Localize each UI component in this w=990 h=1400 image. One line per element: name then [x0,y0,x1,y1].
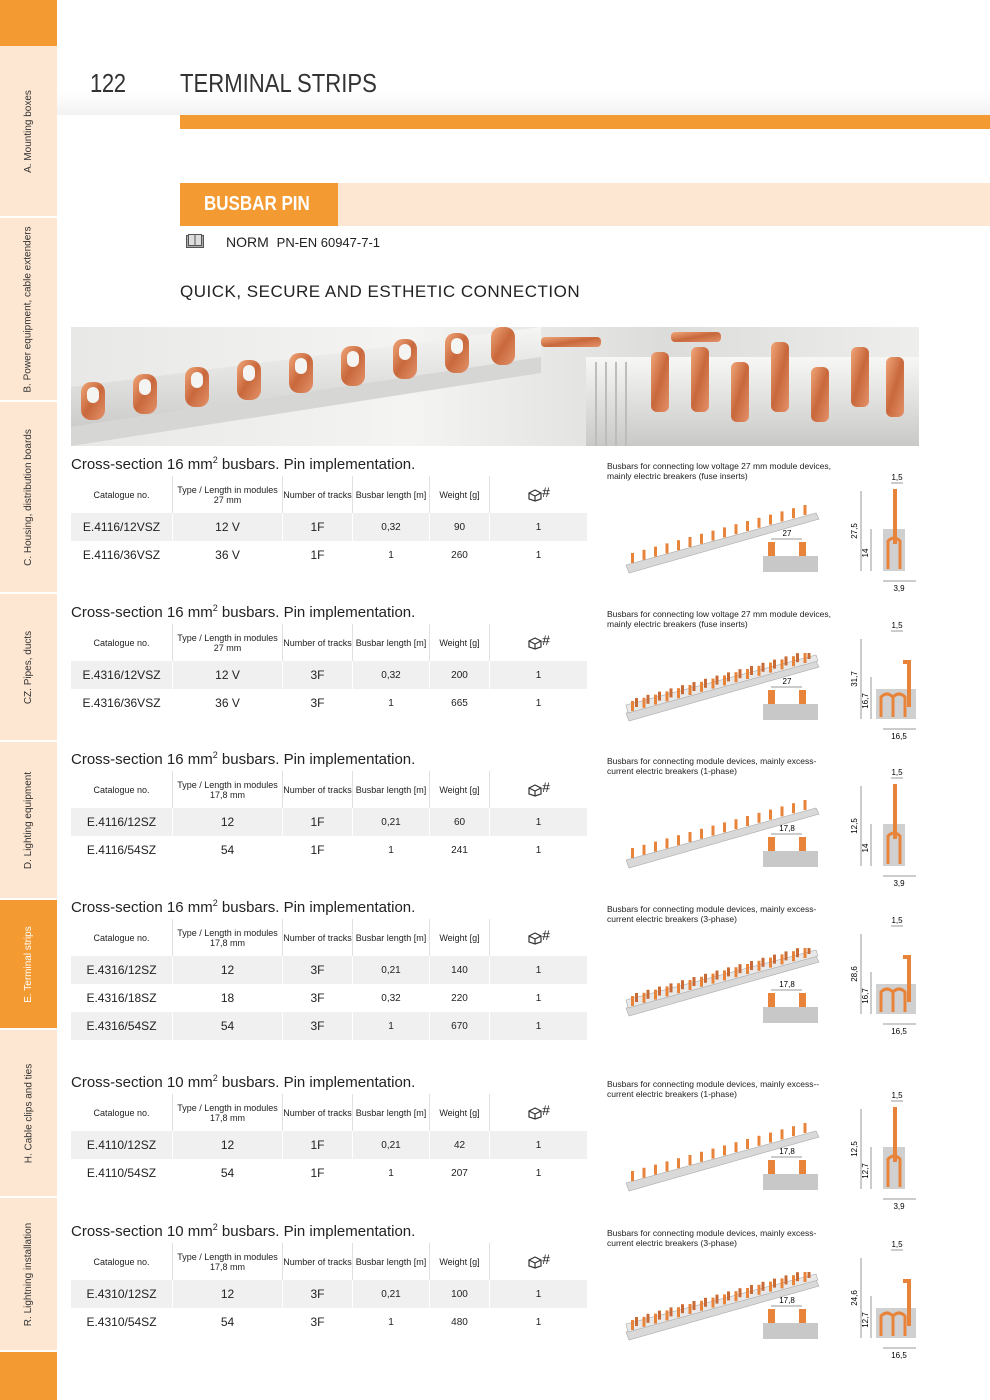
dimension-drawing [841,764,931,894]
weight: 670 [430,1012,490,1040]
sidebar-bottom-cap [0,1352,57,1400]
dim-top-width: 1,5 [891,1091,903,1100]
table-row [71,541,588,569]
pitch-diagram [763,1294,823,1339]
norm-label: NORM [226,234,269,250]
section-band [338,183,990,226]
package-icon [528,1256,542,1269]
norm-row [226,234,380,250]
dimension-drawing [841,617,931,747]
product-block [71,455,990,593]
busbar-description: Busbars for connecting module devices, mainly excess--current electric breakers (1-phase) [607,1079,820,1099]
dim-total-height: 12,5 [850,818,859,834]
dim-base-width: 3,9 [893,879,905,888]
busbar-length: 0,32 [353,661,430,689]
package-header [490,771,588,808]
sidebar-tab-cable-clips[interactable] [0,1030,57,1198]
table-row [71,1012,588,1040]
type-length: 12 [173,956,283,984]
table-row [71,1131,588,1159]
number-of-tracks: 3F [283,689,353,717]
busbar-length: 0,21 [353,1131,430,1159]
product-table [71,476,588,569]
tracks-header: Number of tracks [283,1094,353,1131]
busbar-length: 0,32 [353,513,430,541]
table-row [71,808,588,836]
number-of-tracks: 1F [283,836,353,864]
page-number: 122 [90,68,126,98]
product-table [71,771,588,864]
catalogue-header: Catalogue no. [71,1094,173,1131]
table-row [71,661,588,689]
table-row [71,836,588,864]
sidebar-top-cap [0,0,57,46]
section-title-tag [180,183,338,226]
table-row [71,956,588,984]
package-header [490,476,588,513]
busbar-length: 0,21 [353,1280,430,1308]
busbar-description: Busbars for connecting module devices, mainly excess-current electric breakers (3-phase) [607,904,817,924]
weight: 200 [430,661,490,689]
busbar-length: 0,21 [353,956,430,984]
weight: 42 [430,1131,490,1159]
number-of-tracks: 3F [283,1280,353,1308]
type-length: 36 V [173,689,283,717]
weight: 665 [430,689,490,717]
number-of-tracks: 3F [283,1012,353,1040]
package-header [490,624,588,661]
pitch-diagram [763,1145,823,1190]
number-of-tracks: 3F [283,984,353,1012]
pitch-label: 27 [782,529,792,538]
type-length-header: Type / Length in modules 17,8 mm [173,919,283,956]
weight: 100 [430,1280,490,1308]
dim-base-width: 16,5 [891,732,907,741]
section-title: BUSBAR PIN [204,193,310,215]
product-table [71,1094,588,1187]
busbar-length-header: Busbar length [m] [353,624,430,661]
package-quantity: 1 [490,1280,588,1308]
busbar-photo-illustration [71,327,919,446]
package-header [490,1243,588,1280]
weight-header: Weight [g] [430,919,490,956]
busbar-description: Busbars for connecting low voltage 27 mm module devices, mainly electric breakers (fuse inserts) [607,609,831,629]
norm-standard: PN-EN 60947-7-1 [276,235,380,250]
block-title-suffix: busbars. Pin implementation. [217,456,416,473]
type-length: 12 V [173,661,283,689]
sidebar-tab-housing[interactable] [0,402,57,594]
sidebar-tab-label: H. Cable clips and ties [23,1063,34,1163]
catalogue-number: E.4116/12SZ [71,808,173,836]
type-length: 36 V [173,541,283,569]
type-length: 12 [173,1280,283,1308]
tracks-header: Number of tracks [283,919,353,956]
block-title-suffix: busbars. Pin implementation. [217,899,416,916]
type-length: 12 [173,808,283,836]
package-quantity: 1 [490,1308,588,1336]
dim-total-height: 28,6 [850,966,859,982]
header-accent-bar [180,115,990,129]
dim-top-width: 1,5 [891,1240,903,1249]
dim-lower-height: 14 [861,548,870,558]
table-row [71,1159,588,1187]
type-length-header: Type / Length in modules 17,8 mm [173,771,283,808]
catalogue-number: E.4110/12SZ [71,1131,173,1159]
number-of-tracks: 1F [283,1159,353,1187]
catalogue-header: Catalogue no. [71,1243,173,1280]
table-row [71,513,588,541]
weight-header: Weight [g] [430,1243,490,1280]
dim-base-width: 16,5 [891,1351,907,1360]
package-symbol: # [542,1251,550,1268]
package-icon [528,1107,542,1120]
busbar-length-header: Busbar length [m] [353,1094,430,1131]
type-length-header: Type / Length in modules 17,8 mm [173,1094,283,1131]
block-title-text: Cross-section 10 mm [71,1074,213,1091]
type-length-header: Type / Length in modules 17,8 mm [173,1243,283,1280]
weight: 241 [430,836,490,864]
dim-top-width: 1,5 [891,621,903,630]
sidebar-tab-power-equipment[interactable] [0,218,57,402]
package-quantity: 1 [490,661,588,689]
type-length: 54 [173,1308,283,1336]
sidebar-tab-lighting[interactable] [0,742,57,900]
package-icon [528,637,542,650]
type-length-header: Type / Length in modules 27 mm [173,624,283,661]
catalogue-number: E.4310/54SZ [71,1308,173,1336]
type-length: 12 [173,1131,283,1159]
block-title-text: Cross-section 16 mm [71,751,213,768]
book-icon [186,234,204,248]
dim-total-height: 27,5 [850,523,859,539]
pitch-label: 17,8 [779,1296,795,1305]
type-length: 54 [173,1159,283,1187]
block-title-suffix: busbars. Pin implementation. [217,1223,416,1240]
catalogue-number: E.4110/54SZ [71,1159,173,1187]
weight: 480 [430,1308,490,1336]
table-row [71,984,588,1012]
number-of-tracks: 3F [283,956,353,984]
package-icon [528,932,542,945]
package-quantity: 1 [490,984,588,1012]
number-of-tracks: 1F [283,1131,353,1159]
block-title [71,898,415,916]
block-title-suffix: busbars. Pin implementation. [217,1074,416,1091]
busbar-length: 1 [353,1159,430,1187]
catalogue-number: E.4116/54SZ [71,836,173,864]
package-quantity: 1 [490,1012,588,1040]
product-block [71,750,990,888]
sidebar-tab-label: C. Housing, distribution boards [23,428,34,566]
busbar-length: 0,32 [353,984,430,1012]
dim-base-width: 3,9 [893,1202,905,1211]
product-table [71,1243,588,1336]
package-symbol: # [542,484,550,501]
pitch-diagram [763,527,823,572]
weight: 207 [430,1159,490,1187]
busbar-length: 1 [353,1308,430,1336]
catalogue-number: E.4316/18SZ [71,984,173,1012]
dim-top-width: 1,5 [891,768,903,777]
dim-lower-height: 14 [861,843,870,853]
busbar-length: 0,21 [353,808,430,836]
busbar-length-header: Busbar length [m] [353,476,430,513]
sidebar-tab-pipes[interactable] [0,594,57,742]
busbar-length-header: Busbar length [m] [353,919,430,956]
page-title: TERMINAL STRIPS [180,68,377,98]
package-symbol: # [542,632,550,649]
package-quantity: 1 [490,1131,588,1159]
dim-base-width: 16,5 [891,1027,907,1036]
product-table [71,919,588,1040]
catalogue-number: E.4316/12VSZ [71,661,173,689]
catalogue-header: Catalogue no. [71,476,173,513]
pitch-diagram [763,822,823,867]
weight-header: Weight [g] [430,624,490,661]
package-symbol: # [542,1102,550,1119]
type-length-header: Type / Length in modules 27 mm [173,476,283,513]
block-title [71,455,415,473]
number-of-tracks: 1F [283,541,353,569]
package-quantity: 1 [490,541,588,569]
sidebar-tab-label: D. Lighting equipment [23,771,35,869]
dim-top-width: 1,5 [891,916,903,925]
block-title [71,603,415,621]
package-quantity: 1 [490,836,588,864]
sidebar-tab-label: B. Power equipment, cable extenders [23,225,34,393]
busbar-length: 1 [353,541,430,569]
busbar-description: Busbars for connecting module devices, mainly excess-current electric breakers (3-phase) [607,1228,817,1248]
block-title-superscript: 2 [212,455,218,465]
block-title-superscript: 2 [212,1073,218,1083]
number-of-tracks: 1F [283,808,353,836]
type-length: 54 [173,1012,283,1040]
block-title-superscript: 2 [212,898,218,908]
block-title-text: Cross-section 16 mm [71,899,213,916]
weight: 90 [430,513,490,541]
catalogue-header: Catalogue no. [71,919,173,956]
table-row [71,689,588,717]
pitch-label: 17,8 [779,980,795,989]
pitch-diagram [763,675,823,720]
tracks-header: Number of tracks [283,771,353,808]
product-block [71,1222,990,1360]
package-symbol: # [542,927,550,944]
package-header [490,1094,588,1131]
package-header [490,919,588,956]
block-title [71,1222,415,1240]
package-icon [528,784,542,797]
catalogue-header: Catalogue no. [71,771,173,808]
package-quantity: 1 [490,513,588,541]
block-title-superscript: 2 [212,603,218,613]
pitch-label: 17,8 [779,824,795,833]
weight: 220 [430,984,490,1012]
catalogue-header: Catalogue no. [71,624,173,661]
dim-top-width: 1,5 [891,473,903,482]
block-title [71,750,415,768]
product-photo [71,327,919,446]
weight: 140 [430,956,490,984]
pitch-label: 27 [782,677,792,686]
tracks-header: Number of tracks [283,476,353,513]
sidebar-tab-terminal-strips[interactable] [0,900,57,1030]
weight-header: Weight [g] [430,476,490,513]
dim-total-height: 12,5 [850,1141,859,1157]
busbar-length-header: Busbar length [m] [353,771,430,808]
busbar-length: 1 [353,689,430,717]
busbar-description: Busbars for connecting module devices, mainly excess-current electric breakers (1-phase) [607,756,817,776]
busbar-description: Busbars for connecting low voltage 27 mm module devices, mainly electric breakers (fuse inserts) [607,461,831,481]
sidebar-tab-label: E. Terminal strips [23,925,35,1003]
dim-total-height: 24,6 [850,1290,859,1306]
weight-header: Weight [g] [430,771,490,808]
package-quantity: 1 [490,1159,588,1187]
dimension-drawing [841,469,931,599]
block-title-superscript: 2 [212,750,218,760]
type-length: 54 [173,836,283,864]
package-quantity: 1 [490,956,588,984]
dim-lower-height: 16,7 [861,988,870,1004]
dim-base-width: 3,9 [893,584,905,593]
catalogue-number: E.4316/12SZ [71,956,173,984]
catalogue-number: E.4116/12VSZ [71,513,173,541]
dimension-drawing [841,1236,931,1366]
block-title-suffix: busbars. Pin implementation. [217,751,416,768]
type-length: 18 [173,984,283,1012]
number-of-tracks: 3F [283,1308,353,1336]
package-quantity: 1 [490,808,588,836]
sidebar-tab-label: CZ. Pipes, ducts [23,630,35,704]
block-title-suffix: busbars. Pin implementation. [217,604,416,621]
block-title-text: Cross-section 16 mm [71,604,213,621]
block-title [71,1073,415,1091]
table-row [71,1308,588,1336]
catalogue-number: E.4316/36VSZ [71,689,173,717]
weight-header: Weight [g] [430,1094,490,1131]
package-symbol: # [542,779,550,796]
dim-lower-height: 16,7 [861,693,870,709]
product-table [71,624,588,717]
catalogue-number: E.4310/12SZ [71,1280,173,1308]
dim-lower-height: 12,7 [861,1163,870,1179]
dim-total-height: 31,7 [850,671,859,687]
product-block [71,1073,990,1211]
catalogue-number: E.4116/36VSZ [71,541,173,569]
pitch-diagram [763,978,823,1023]
product-block [71,898,990,1052]
number-of-tracks: 1F [283,513,353,541]
sidebar-tab-lightning[interactable] [0,1198,57,1352]
block-title-text: Cross-section 16 mm [71,456,213,473]
tracks-header: Number of tracks [283,1243,353,1280]
busbar-length-header: Busbar length [m] [353,1243,430,1280]
dim-lower-height: 12,7 [861,1312,870,1328]
package-icon [528,489,542,502]
product-block [71,603,990,741]
sidebar [0,0,57,1400]
weight: 260 [430,541,490,569]
table-row [71,1280,588,1308]
sidebar-tab-label: R. Lightning installation [23,1222,34,1326]
number-of-tracks: 3F [283,661,353,689]
busbar-length: 1 [353,1012,430,1040]
sidebar-tab-label: A. Mounting boxes [23,89,35,173]
block-title-superscript: 2 [212,1222,218,1232]
busbar-length: 1 [353,836,430,864]
sidebar-tab-mounting-boxes[interactable] [0,46,57,218]
tracks-header: Number of tracks [283,624,353,661]
section-subheading: QUICK, SECURE AND ESTHETIC CONNECTION [180,282,581,301]
type-length: 12 V [173,513,283,541]
block-title-text: Cross-section 10 mm [71,1223,213,1240]
package-quantity: 1 [490,689,588,717]
dimension-drawing [841,1087,931,1217]
weight: 60 [430,808,490,836]
pitch-label: 17,8 [779,1147,795,1156]
dimension-drawing [841,912,931,1042]
catalogue-number: E.4316/54SZ [71,1012,173,1040]
